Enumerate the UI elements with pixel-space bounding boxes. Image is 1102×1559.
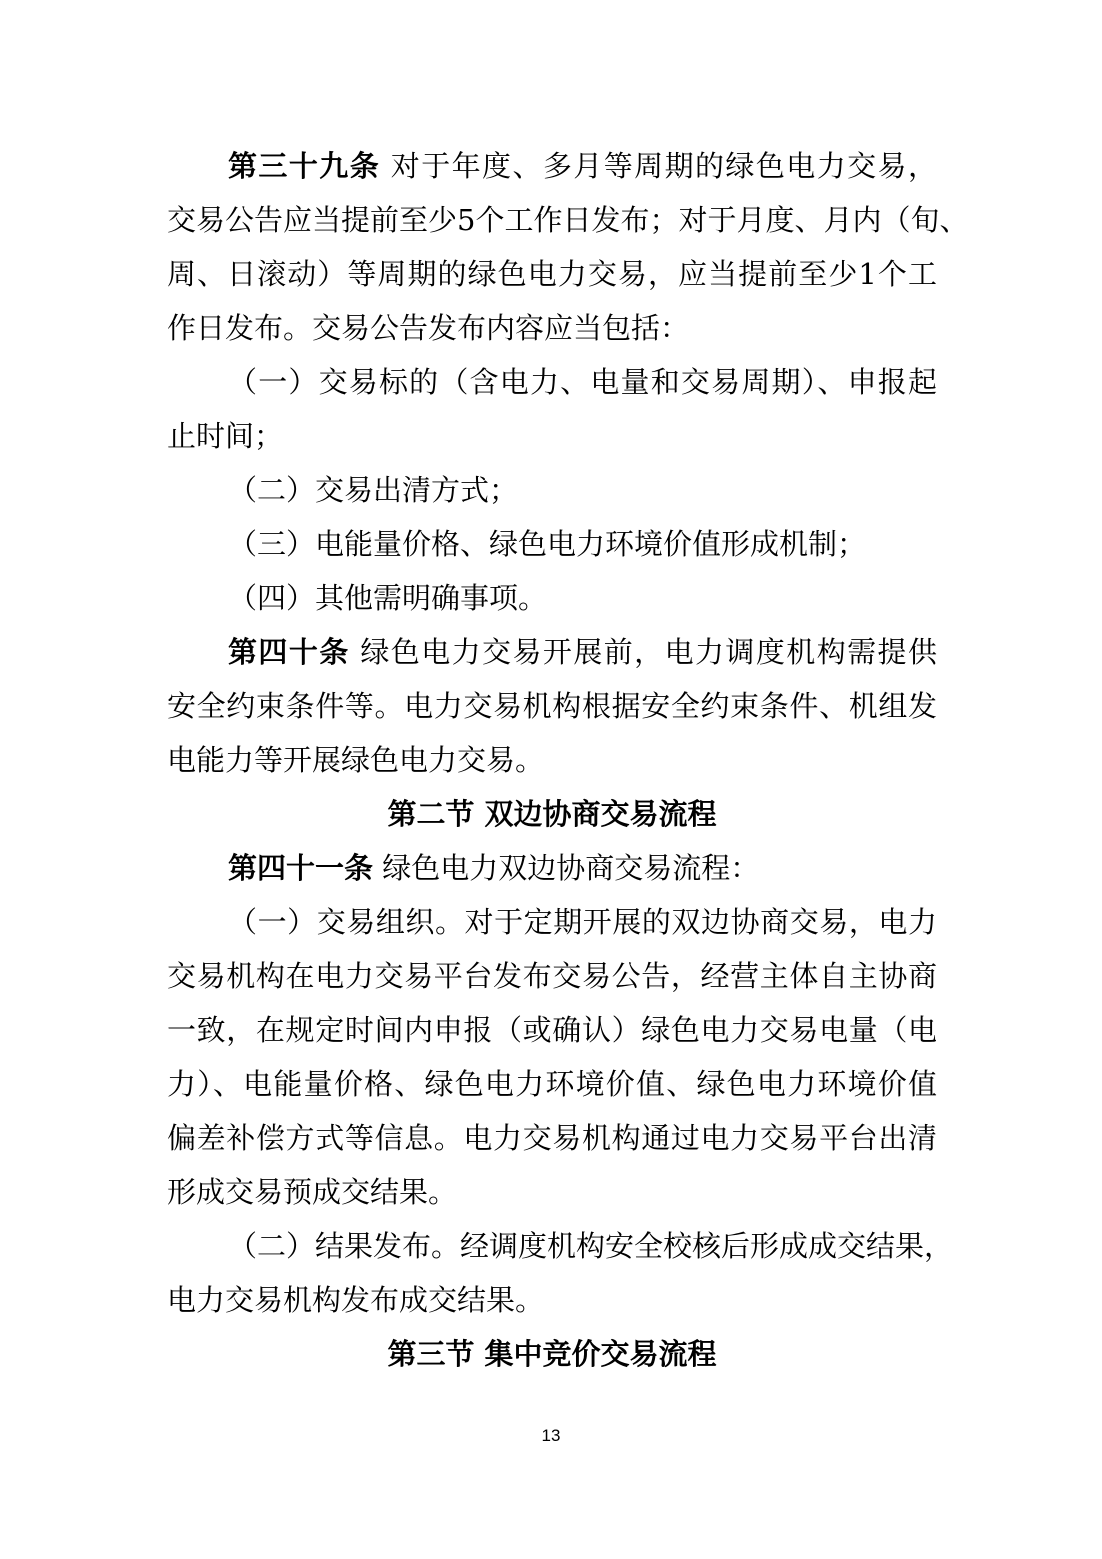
article-39-item-1-line-2: 止时间； — [167, 419, 284, 453]
article-39-line-3: 周、日滚动）等周期的绿色电力交易，应当提前至少1个工 — [167, 257, 937, 291]
article-41-item-1-line-2: 交易机构在电力交易平台发布交易公告，经营主体自主协商 — [167, 959, 937, 993]
article-39-item-1-line-1: （一）交易标的（含电力、电量和交易周期）、申报起 — [228, 365, 937, 399]
article-40-line-2: 安全约束条件等。电力交易机构根据安全约束条件、机组发 — [167, 689, 937, 723]
article-41-label: 第四十一条 — [228, 851, 374, 885]
article-39-item-2: （二）交易出清方式； — [228, 473, 519, 507]
article-40-first-line — [228, 632, 937, 672]
article-41-item-2-line-1: （二）结果发布。经调度机构安全校核后形成成交结果， — [228, 1229, 954, 1263]
page-number: 13 — [541, 1426, 561, 1445]
article-41-first-line — [228, 848, 937, 888]
article-39-text: 对于年度、多月等周期的绿色电力交易， — [380, 149, 937, 183]
article-40-text: 绿色电力交易开展前，电力调度机构需提供 — [349, 635, 937, 669]
article-41-item-1-line-6: 形成交易预成交结果。 — [167, 1175, 458, 1209]
article-39-item-4: （四）其他需明确事项。 — [228, 581, 548, 615]
section-2-heading: 第二节 双边协商交易流程 — [387, 797, 717, 831]
article-41-item-2-line-2: 电力交易机构发布成交结果。 — [167, 1283, 545, 1317]
article-41-item-1-line-3: 一致，在规定时间内申报（或确认）绿色电力交易电量（电 — [167, 1013, 937, 1047]
article-41-item-1-line-5: 偏差补偿方式等信息。电力交易机构通过电力交易平台出清 — [167, 1121, 937, 1155]
article-41-item-1-line-4: 力）、电能量价格、绿色电力环境价值、绿色电力环境价值 — [167, 1067, 937, 1101]
article-40-label: 第四十条 — [228, 635, 350, 669]
article-39-item-3: （三）电能量价格、绿色电力环境价值形成机制； — [228, 527, 867, 561]
article-39-first-line — [228, 146, 937, 186]
article-39-line-4: 作日发布。交易公告发布内容应当包括： — [167, 311, 690, 345]
article-41-item-1-line-1: （一）交易组织。对于定期开展的双边协商交易，电力 — [228, 905, 937, 939]
article-39-label: 第三十九条 — [228, 149, 381, 183]
article-41-text: 绿色电力双边协商交易流程： — [373, 851, 760, 885]
section-3-heading: 第三节 集中竞价交易流程 — [387, 1337, 717, 1371]
article-40-line-3: 电能力等开展绿色电力交易。 — [167, 743, 545, 777]
article-39-line-2: 交易公告应当提前至少5个工作日发布；对于月度、月内（旬、 — [167, 203, 969, 237]
